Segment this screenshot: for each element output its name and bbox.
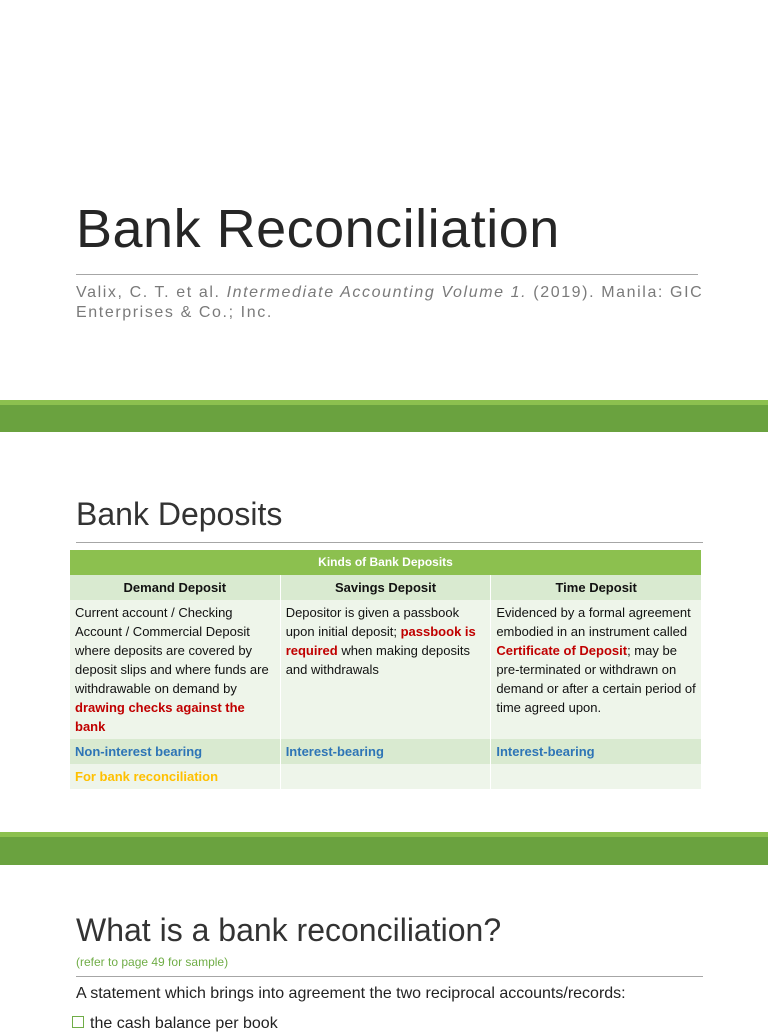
header-demand-deposit: Demand Deposit [70, 575, 281, 600]
square-bullet-icon [72, 1016, 84, 1028]
demand-interest: Non-interest bearing [70, 739, 281, 764]
savings-description: Depositor is given a passbook upon initial deposit; passbook is required when making deposits and withdrawals [280, 600, 491, 739]
citation-authors: Valix, C. T. et al. [76, 284, 227, 301]
savings-reconciliation [280, 764, 491, 789]
slide-separator [0, 832, 768, 865]
bank-deposits-title: Bank Deposits [76, 496, 283, 532]
list-item: the cash balance per book [72, 1015, 278, 1033]
highlight-text: Certificate of Deposit [496, 643, 628, 658]
title-divider [76, 542, 703, 543]
time-interest: Interest-bearing [491, 739, 702, 764]
table-row [70, 739, 702, 764]
slide-separator [0, 400, 768, 432]
table-row [70, 600, 702, 739]
header-time-deposit: Time Deposit [491, 575, 702, 600]
table-caption-row [70, 550, 702, 575]
time-reconciliation [491, 764, 702, 789]
demand-reconciliation: For bank reconciliation [70, 764, 281, 789]
slide-title: Bank Reconciliation [76, 199, 560, 259]
title-divider [76, 976, 703, 977]
citation [76, 283, 716, 323]
table-row [70, 764, 702, 789]
bank-deposits-table [69, 550, 702, 789]
highlight-text: drawing checks against the bank [75, 700, 245, 734]
savings-interest: Interest-bearing [280, 739, 491, 764]
title-divider [76, 274, 698, 275]
title-slide [0, 0, 768, 400]
header-savings-deposit: Savings Deposit [280, 575, 491, 600]
highlight-text: passbook is required [285, 624, 476, 658]
bank-reconciliation-question: What is a bank reconciliation? [76, 912, 502, 948]
page-reference-note: (refer to page 49 for sample) [76, 955, 229, 969]
citation-book-title: Intermediate Accounting Volume 1. [226, 284, 528, 301]
table-caption: Kinds of Bank Deposits [70, 550, 702, 575]
table-header-row [70, 575, 702, 600]
citation-publisher: (2019). Manila: GIC Enterprises & Co.; Inc. [76, 284, 704, 321]
definition-statement: A statement which brings into agreement the two reciprocal accounts/records: [76, 985, 626, 1002]
time-description: Evidenced by a formal agreement embodied in an instrument called Certificate of Deposit; may be pre-terminated or withdrawn on demand or after a certain period of time agreed upon. [491, 600, 702, 739]
demand-description: Current account / Checking Account / Commercial Deposit where deposits are covered by deposit slips and where funds are withdrawable on demand by drawing checks against the bank [70, 600, 281, 739]
